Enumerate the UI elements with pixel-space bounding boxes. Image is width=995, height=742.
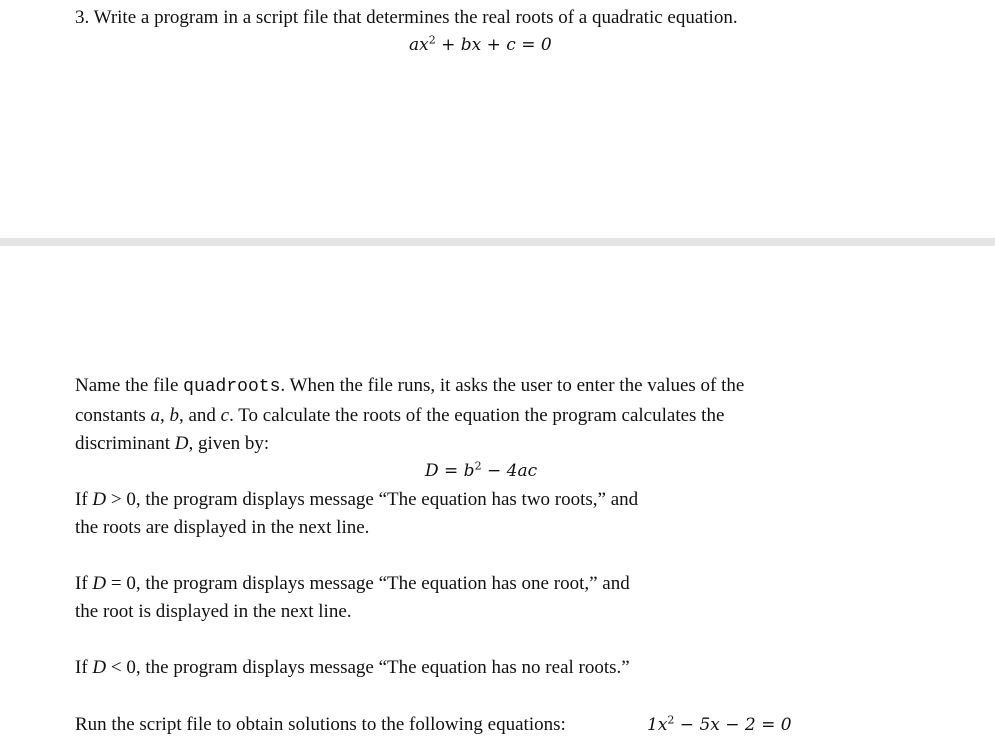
paragraph-line-3 <box>75 433 269 455</box>
run-equation <box>647 714 792 736</box>
text: constants <box>75 405 151 426</box>
text: > 0, the program displays message “The equation has two roots,” and <box>106 489 639 510</box>
filename: quadroots <box>183 377 281 397</box>
case-positive <box>75 489 638 511</box>
case-positive-line2: the roots are displayed in the next line. <box>75 517 370 538</box>
eq-rhs: − 4ac <box>481 461 538 481</box>
text: If <box>75 573 93 594</box>
text: , <box>159 405 170 426</box>
text: Name the file <box>75 375 184 396</box>
eq-term: ax <box>409 35 429 55</box>
quadratic-equation <box>409 34 552 56</box>
paragraph-line-1 <box>75 375 744 398</box>
discriminant-equation <box>425 460 537 482</box>
text: = 0, the program displays message “The equation has one root,” and <box>106 573 630 594</box>
eq-exponent: 2 <box>428 33 436 47</box>
var-a: a <box>150 405 160 426</box>
text: . When the file runs, it asks the user to enter the values of the <box>280 375 745 396</box>
text: < 0, the program displays message “The equation has no real roots.” <box>106 657 630 678</box>
text: , given by: <box>188 433 270 454</box>
case-negative <box>75 657 630 679</box>
case-zero-line2: the root is displayed in the next line. <box>75 601 352 622</box>
text: . To calculate the roots of the equation the program calculates the <box>229 405 725 426</box>
eq-exponent: 2 <box>474 459 482 473</box>
text: If <box>75 489 93 510</box>
eq-term: 1x <box>647 715 668 735</box>
eq-lhs: D = b <box>425 461 475 481</box>
text: discriminant <box>75 433 175 454</box>
eq-rest: − 5x − 2 = 0 <box>674 715 792 735</box>
eq-rest: + bx + c = 0 <box>435 35 552 55</box>
run-instruction: Run the script file to obtain solutions to the following equations: <box>75 714 566 735</box>
text: , and <box>178 405 221 426</box>
var-D: D <box>174 433 189 454</box>
eq-exponent: 2 <box>667 713 675 727</box>
var-D: D <box>92 657 107 678</box>
var-b: b <box>169 405 179 426</box>
page-separator <box>0 238 995 246</box>
var-c: c <box>220 405 230 426</box>
case-zero <box>75 573 630 595</box>
paragraph-line-2 <box>75 405 724 427</box>
var-D: D <box>92 489 107 510</box>
problem-heading: 3. Write a program in a script file that determines the real roots of a quadratic equation. <box>75 7 738 28</box>
text: If <box>75 657 93 678</box>
var-D: D <box>92 573 107 594</box>
